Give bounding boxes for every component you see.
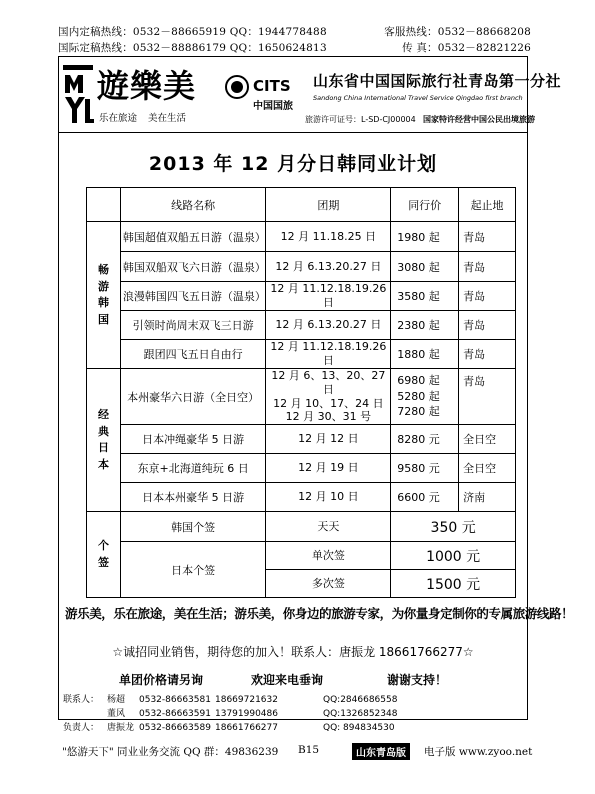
header-origin: 起止地 — [459, 188, 516, 222]
list-item: 负责人： 唐振龙 0532-86663589 18661766277 QQ: 894834530 — [63, 723, 395, 733]
tag-item: 欢迎来电垂询 — [251, 673, 324, 687]
table-row — [87, 369, 516, 425]
footer-edition: 电子版 www.zyoo.net — [424, 746, 533, 758]
visa-name: 韩国个签 — [120, 512, 266, 542]
brand-slogan: 乐在旅途 美在生活 — [99, 113, 187, 124]
route-name: 浪漫韩国四飞五日游（温泉） — [120, 282, 266, 311]
tour-dates: 12 月 6.13.20.27 日 — [266, 311, 391, 340]
tour-dates: 12 月 12 日 — [266, 425, 391, 454]
contact-list — [63, 693, 523, 735]
table-row — [87, 222, 516, 252]
tour-origin: 济南 — [459, 483, 516, 512]
footer-qq-group: "悠游天下" 同业业务交流 QQ 群：49836239 — [62, 746, 279, 758]
tour-price: 1980 起 — [391, 222, 459, 252]
tour-price: 8280 元 — [391, 425, 459, 454]
tag-item: 谢谢支持！ — [387, 673, 448, 687]
brand-name: 遊樂美 — [97, 67, 197, 105]
cits-chinese: 中国国旅 — [253, 101, 293, 112]
tour-price: 3080 起 — [391, 252, 459, 282]
tour-dates: 12 月 19 日 — [266, 454, 391, 483]
tour-dates: 12 月 6.13.20.27 日 — [266, 252, 391, 282]
route-name: 引领时尚周末双飞三日游 — [120, 311, 266, 340]
flyer-frame — [58, 56, 574, 733]
tour-origin: 青岛 — [459, 282, 516, 311]
tour-origin: 全日空 — [459, 454, 516, 483]
route-name: 本州豪华六日游（全日空） — [120, 369, 266, 425]
edition-badge: 山东青岛版 — [352, 743, 410, 760]
category-japan: 经 典 日 本 — [87, 369, 121, 512]
service-hotline: 客服热线：0532－88668208 — [384, 26, 531, 38]
route-name: 东京+北海道纯玩 6 日 — [120, 454, 266, 483]
license-number: 旅游许可证号：L-SD-CJ00004 — [305, 115, 416, 124]
domestic-hotline: 国内定稿热线：0532－88665919 QQ：1944778488 — [58, 26, 327, 38]
route-name: 韩国双船双飞六日游（温泉） — [120, 252, 266, 282]
list-item: 联系人： 杨超 0532-86663581 18669721632 QQ:2846686558 — [63, 695, 398, 705]
tour-price: 2380 起 — [391, 311, 459, 340]
header-price: 同行价 — [391, 188, 459, 222]
header-dates: 团期 — [266, 188, 391, 222]
cits-mark: CITS — [253, 77, 291, 95]
tour-origin: 青岛 — [459, 340, 516, 369]
tour-origin: 青岛 — [459, 222, 516, 252]
tour-dates: 12 月 10 日 — [266, 483, 391, 512]
company-name: 山东省中国国际旅行社青岛第一分社 — [313, 72, 562, 90]
visa-type: 多次签 — [266, 570, 391, 598]
recruit-note: ☆诚招同业销售，期待您的加入！联系人：唐振龙 18661766277☆ — [112, 645, 474, 659]
visa-type: 天天 — [266, 512, 391, 542]
route-name: 日本冲绳豪华 5 日游 — [120, 425, 266, 454]
table-row — [87, 340, 516, 369]
tour-origin: 青岛 — [459, 369, 516, 425]
plan-title: 2013 年 12 月分日韩同业计划 — [148, 153, 438, 175]
table-row — [87, 512, 516, 542]
table-row — [87, 311, 516, 340]
visa-price: 1000 元 — [391, 542, 516, 570]
cits-logo-icon — [225, 75, 249, 99]
table-row — [87, 483, 516, 512]
tour-price: 3580 起 — [391, 282, 459, 311]
category-korea: 畅 游 韩 国 — [87, 222, 121, 369]
tour-price: 6600 元 — [391, 483, 459, 512]
international-hotline: 国际定稿热线：0532－88886179 QQ：1650624813 — [58, 42, 327, 54]
tour-dates: 12 月 11.18.25 日 — [266, 222, 391, 252]
license-note: 国家特许经营中国公民出境旅游 — [423, 115, 535, 124]
tour-price: 6980 起 5280 起 7280 起 — [391, 369, 459, 425]
tour-price: 9580 元 — [391, 454, 459, 483]
fax-number: 传 真：0532－82821226 — [402, 42, 531, 54]
category-visa: 个 签 — [87, 512, 121, 598]
table-header-row — [87, 188, 516, 222]
visa-type: 单次签 — [266, 542, 391, 570]
visa-price: 1500 元 — [391, 570, 516, 598]
list-item: 董风 0532-86663591 13791990486 QQ:1326852348 — [107, 709, 398, 719]
flyer-slogan: 游乐美，乐在旅途，美在生活；游乐美，你身边的旅游专家，为你量身定制你的专属旅游线路！ — [65, 606, 574, 621]
route-name: 日本本州豪华 5 日游 — [120, 483, 266, 512]
table-row — [87, 252, 516, 282]
route-name: 跟团四飞五日自由行 — [120, 340, 266, 369]
tour-origin: 青岛 — [459, 311, 516, 340]
tour-origin: 全日空 — [459, 425, 516, 454]
header-route: 线路名称 — [120, 188, 266, 222]
tour-dates: 12 月 11.12.18.19.26 日 — [266, 282, 391, 311]
myl-logo-icon — [61, 63, 95, 127]
table-row — [87, 542, 516, 570]
route-name: 韩国超值双船五日游（温泉） — [120, 222, 266, 252]
page-number: B15 — [298, 744, 320, 756]
company-english: Sandong China International Travel Service Qingdao first branch — [313, 94, 523, 102]
header-category — [87, 188, 121, 222]
plan-table — [86, 187, 516, 598]
tour-dates: 12 月 11.12.18.19.26 日 — [266, 340, 391, 369]
flyer-header — [59, 57, 562, 133]
tag-item: 单团价格请另询 — [119, 673, 204, 687]
visa-name: 日本个签 — [120, 542, 266, 598]
visa-price: 350 元 — [391, 512, 516, 542]
tour-dates: 12 月 6、13、20、27 日 12 月 10、17、24 日 12 月 30、31 号 — [266, 369, 391, 425]
table-row — [87, 425, 516, 454]
tour-price: 1880 起 — [391, 340, 459, 369]
table-row — [87, 454, 516, 483]
table-row — [87, 282, 516, 311]
tour-origin: 青岛 — [459, 252, 516, 282]
